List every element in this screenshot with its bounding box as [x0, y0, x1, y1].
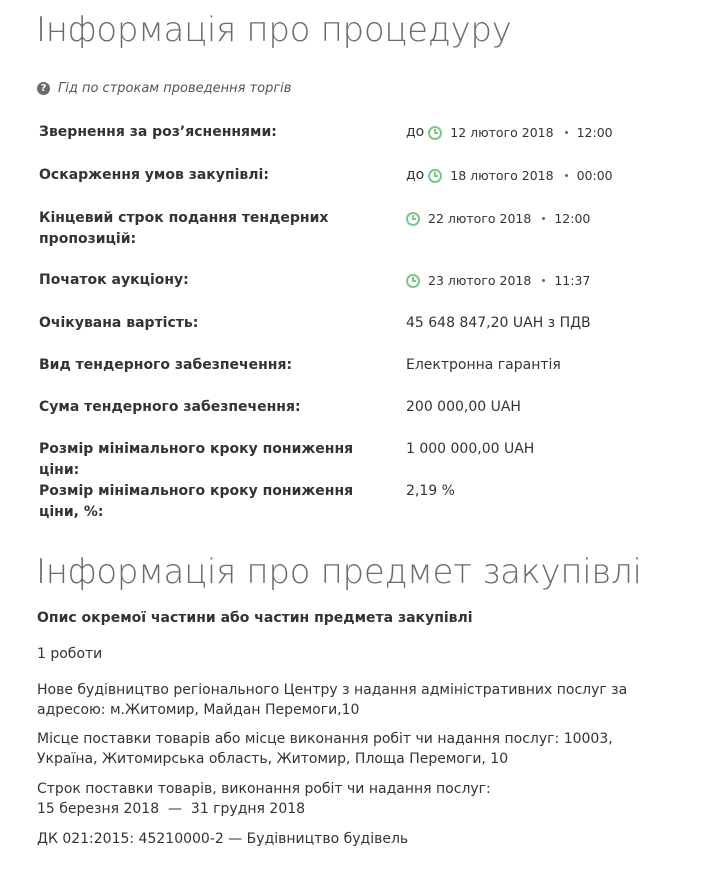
separator-dot [542, 279, 545, 282]
row-value [406, 270, 590, 291]
row-label: Очікувана вартість: [39, 315, 199, 331]
row-label: Розмір мінімального кроку пониження ціни: [39, 441, 354, 478]
classification: ДК 021:2015: 45210000-2 — Будівництво будівель [37, 831, 409, 847]
row-label: Сума тендерного забезпечення: [39, 399, 301, 415]
row-value [406, 165, 613, 186]
deadline-prefix: до [406, 167, 425, 183]
row-label: Оскарження умов закупівлі: [39, 167, 269, 183]
row-value: 1 000 000,00 UAH [406, 441, 535, 457]
row-label: Вид тендерного забезпечення: [39, 357, 293, 373]
deadline-date: 23 лютого 2018 [428, 273, 532, 288]
clock-icon [428, 126, 442, 140]
clock-icon [428, 169, 442, 183]
row-value [406, 208, 590, 229]
delivery-place: Місце поставки товарів або місце виконання робіт чи надання послуг: 10003, Україна, Житомирська область, Житомир, Площа Перемоги, 10 [37, 731, 613, 767]
deadline-time: 00:00 [576, 168, 613, 183]
separator-dot [565, 131, 568, 134]
row-value: 2,19 % [406, 483, 455, 499]
row-label: Розмір мінімального кроку пониження ціни, %: [39, 483, 354, 520]
description-heading: Опис окремої частини або частин предмета закупівлі [37, 610, 473, 626]
row-label: Кінцевий строк подання тендерних пропозицій: [39, 210, 329, 247]
delivery-term [37, 779, 677, 819]
procedure-title: Інформація про процедуру [36, 10, 512, 50]
row-label: Звернення за роз’ясненнями: [39, 124, 277, 140]
deadline-time: 12:00 [554, 211, 591, 226]
subject-title: Інформація про предмет закупівлі [36, 552, 642, 592]
row-value [406, 122, 613, 143]
deadline-date: 22 лютого 2018 [428, 211, 532, 226]
quantity: 1 роботи [37, 646, 103, 662]
row-value: Електронна гарантія [406, 357, 561, 373]
row-value: 200 000,00 UAH [406, 399, 521, 415]
row-label: Початок аукціону: [39, 272, 189, 288]
clock-icon [406, 274, 420, 288]
delivery-term-label: Строк поставки товарів, виконання робіт чи надання послуг: [37, 781, 491, 797]
guide-link[interactable] [37, 81, 291, 96]
separator-dot [565, 174, 568, 177]
question-circle-icon: ? [37, 82, 50, 95]
deadline-prefix: до [406, 124, 425, 140]
deadline-date: 12 лютого 2018 [450, 125, 554, 140]
deadline-time: 11:37 [554, 273, 591, 288]
separator-dot [542, 217, 545, 220]
clock-icon [406, 212, 420, 226]
row-value: 45 648 847,20 UAH з ПДВ [406, 315, 591, 331]
deadline-date: 18 лютого 2018 [450, 168, 554, 183]
item-name: Нове будівництво регіонального Центру з надання адміністративних послуг за адресою: м.Житомир, Майдан Перемоги,10 [37, 682, 628, 718]
delivery-term-value: 15 березня 2018 — 31 грудня 2018 [37, 801, 306, 817]
guide-label: Гід по строкам проведення торгів [58, 81, 292, 96]
deadline-time: 12:00 [576, 125, 613, 140]
